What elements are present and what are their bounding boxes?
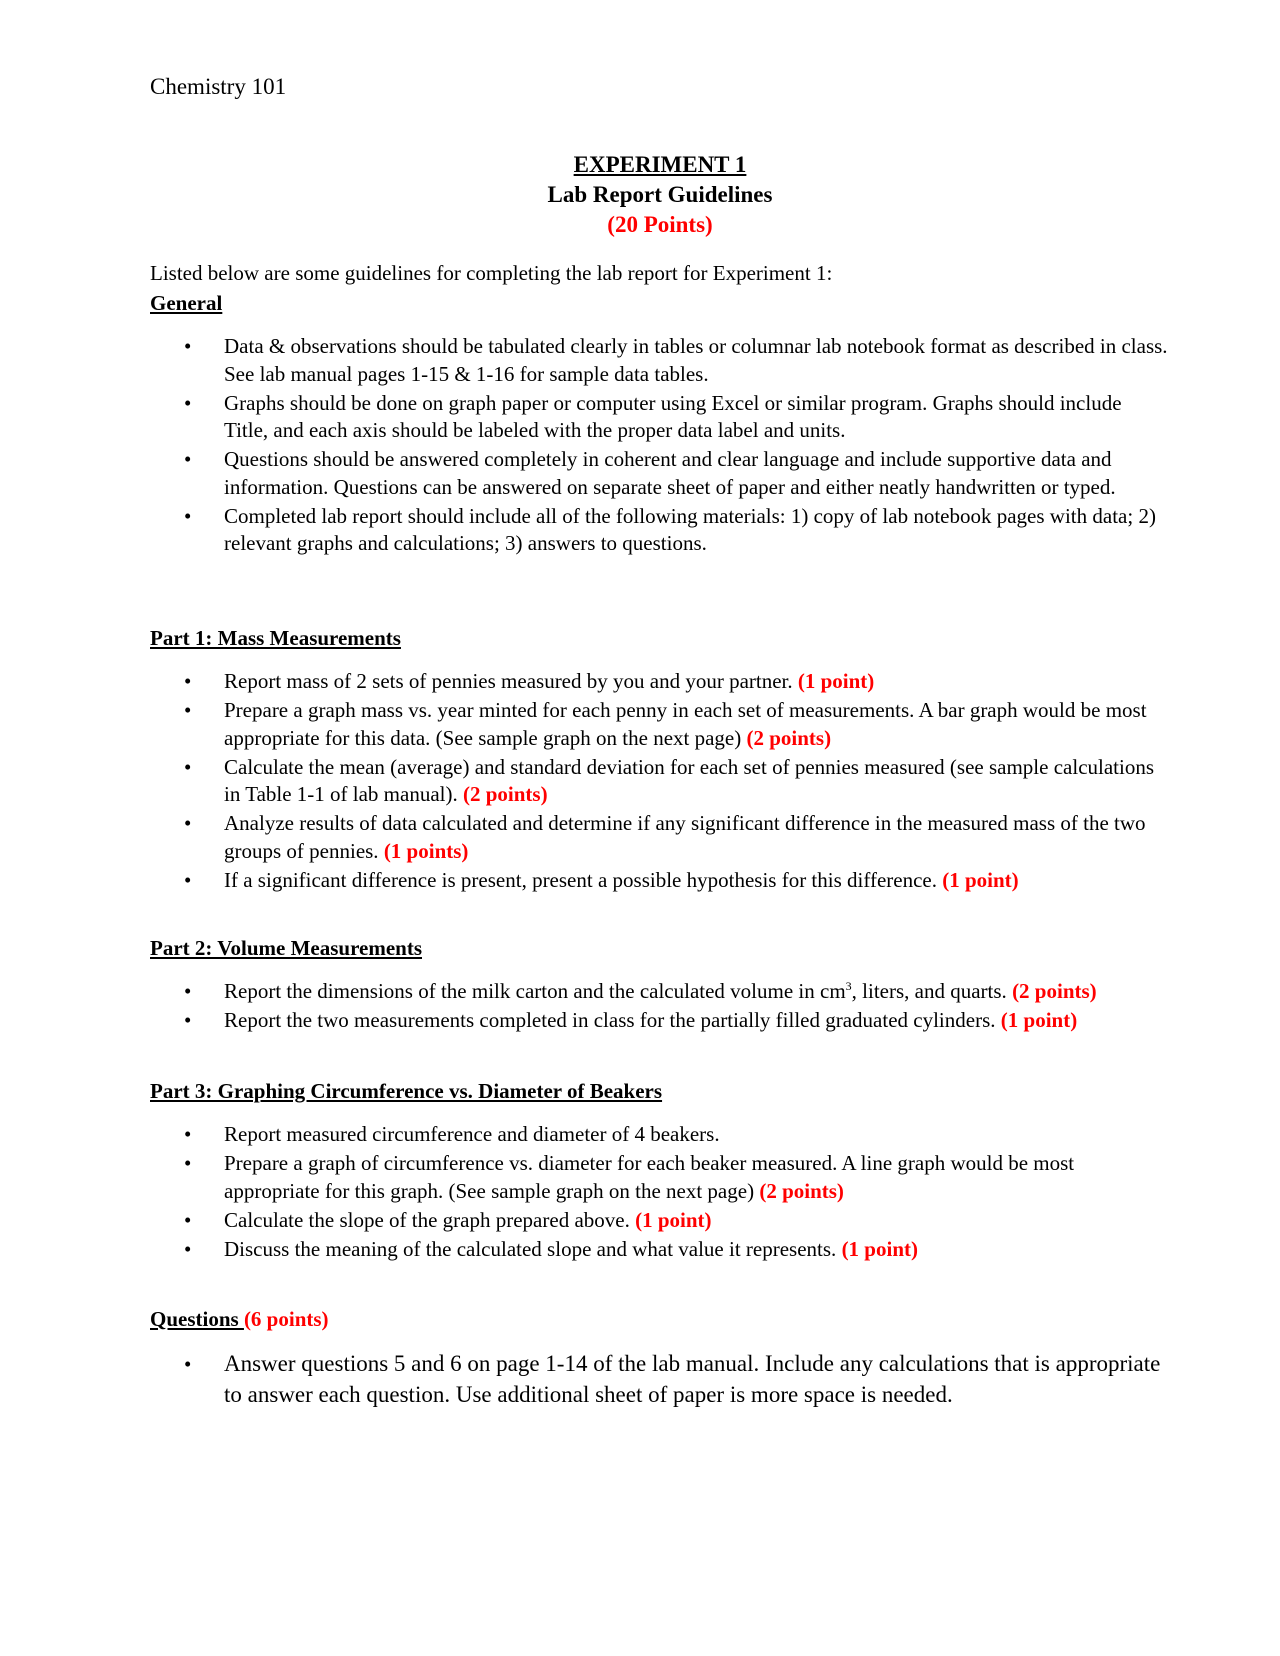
questions-list	[150, 1349, 1170, 1410]
list-item: • Report the two measurements completed in class for the partially filled graduated cylinders. (1 point)	[150, 1007, 1170, 1035]
part3-heading: Part 3: Graphing Circumference vs. Diameter of Beakers	[150, 1079, 663, 1103]
course-header: Chemistry 101	[150, 74, 287, 99]
list-item: • Questions should be answered completely in coherent and clear language and include supportive data and information. Questions can be answered on separate sheet of paper and either neatly handwritten or typed.	[184, 447, 1116, 499]
list-item: • Report mass of 2 sets of pennies measured by you and your partner. (1 point)	[150, 668, 1170, 696]
part3-list	[150, 1121, 1170, 1263]
bullet-icon: •	[184, 979, 192, 1003]
list-item: • Discuss the meaning of the calculated slope and what value it represents. (1 point)	[150, 1236, 1170, 1264]
points-label: (1 point)	[635, 1207, 712, 1232]
list-item: • Calculate the mean (average) and standard deviation for each set of pennies measured (see sample calculations in Table 1-1 of lab manual). (2 points)	[184, 754, 1155, 806]
bullet-icon: •	[184, 334, 192, 358]
bullet-icon: •	[184, 811, 192, 835]
part2-section	[150, 935, 1170, 1036]
general-list	[150, 333, 1170, 558]
intro-text: Listed below are some guidelines for completing the lab report for Experiment 1:	[150, 261, 833, 285]
questions-heading: Questions (6 points)	[150, 1307, 329, 1331]
bullet-icon: •	[184, 503, 192, 528]
bullet-icon: •	[184, 1352, 192, 1376]
general-heading: General	[150, 291, 223, 315]
document-subtitle: Lab Report Guidelines	[547, 182, 773, 207]
bullet-icon: •	[184, 390, 192, 415]
points-label: (2 points)	[463, 782, 548, 806]
title-block	[150, 150, 1170, 240]
list-item: • Calculate the slope of the graph prepared above. (1 point)	[150, 1207, 1170, 1235]
part2-heading: Part 2: Volume Measurements	[150, 936, 422, 960]
list-item: • Answer questions 5 and 6 on page 1-14 of the lab manual. Include any calculations that is appropriate to answer each question. Use additional sheet of paper is more space is needed.	[184, 1351, 1161, 1407]
points-label: (1 point)	[841, 1236, 918, 1261]
points-label: (1 point)	[797, 669, 875, 693]
list-item: • Completed lab report should include all of the following materials: 1) copy of lab notebook pages with data; 2) relevant graphs and calculations; 3) answers to questions.	[184, 503, 1156, 555]
list-item: • Analyze results of data calculated and determine if any significant difference in the measured mass of the two groups of pennies. (1 points)	[184, 811, 1146, 863]
bullet-icon: •	[184, 447, 192, 471]
list-item: • Prepare a graph mass vs. year minted for each penny in each set of measurements. A bar graph would be most appropriate for this data. (See sample graph on the next page) (2 points)	[184, 698, 1147, 750]
part1-section	[150, 625, 1170, 896]
part3-section	[150, 1078, 1170, 1265]
list-item: • Data & observations should be tabulated clearly in tables or columnar lab notebook format as described in class. See lab manual pages 1-15 & 1-16 for sample data tables.	[184, 334, 1168, 386]
total-points: (20 Points)	[607, 212, 713, 237]
points-label: (2 points)	[1012, 979, 1097, 1003]
points-label: (2 points)	[746, 725, 832, 750]
list-item: • If a significant difference is present, present a possible hypothesis for this difference. (1 point)	[150, 867, 1170, 895]
list-item: • Prepare a graph of circumference vs. diameter for each beaker measured. A line graph would be most appropriate for this graph. (See sample graph on the next page) (2 points)	[184, 1151, 1075, 1203]
bullet-icon: •	[184, 1207, 192, 1232]
bullet-icon: •	[184, 1151, 192, 1175]
list-item: • Report measured circumference and diameter of 4 beakers.	[150, 1121, 1170, 1149]
bullet-icon: •	[184, 754, 192, 779]
points-label: (1 point)	[1000, 1008, 1078, 1032]
bullet-icon: •	[184, 1008, 192, 1032]
points-label: (1 points)	[383, 838, 469, 863]
experiment-title: EXPERIMENT 1	[573, 152, 747, 177]
list-item: • Report the dimensions of the milk carton and the calculated volume in $cm^3$, liters, and quarts. (2 points)	[150, 978, 1170, 1006]
part2-list	[150, 978, 1170, 1035]
bullet-icon: •	[184, 669, 192, 693]
part1-list	[150, 668, 1170, 894]
questions-section	[150, 1306, 1170, 1412]
bullet-icon: •	[184, 867, 192, 892]
points-label: (6 points)	[243, 1307, 329, 1331]
list-item: • Graphs should be done on graph paper or computer using Excel or similar program. Graphs should include Title, and each axis should be labeled with the proper data label and units.	[184, 390, 1122, 442]
bullet-icon: •	[184, 1122, 192, 1146]
general-section	[150, 290, 1170, 559]
part1-heading: Part 1: Mass Measurements	[150, 626, 401, 650]
points-label: (1 point)	[942, 867, 1019, 892]
bullet-icon: •	[184, 1236, 192, 1261]
points-label: (2 points)	[759, 1178, 844, 1203]
bullet-icon: •	[184, 698, 192, 722]
